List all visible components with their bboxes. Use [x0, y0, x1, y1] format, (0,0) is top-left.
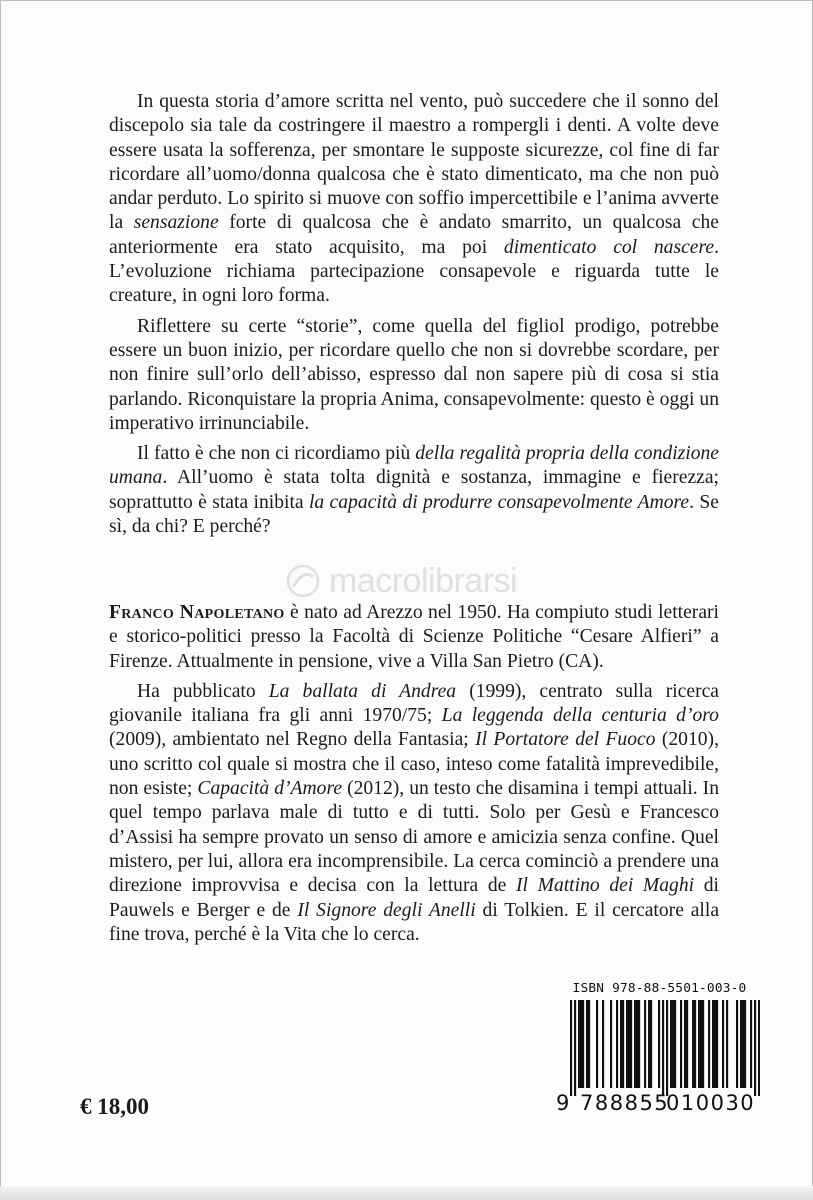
- text-run: Il Mattino dei Maghi: [515, 875, 695, 897]
- text-run: di Pauwels e Berger e de: [109, 875, 719, 921]
- barcode-bar: [700, 1000, 702, 1088]
- barcode-bar: [610, 1000, 612, 1088]
- barcode-bar: [622, 1000, 624, 1088]
- blurb-text: [109, 90, 719, 539]
- barcode-bar: [634, 1000, 636, 1088]
- barcode-bar: [580, 1000, 582, 1088]
- barcode-bar: [670, 1000, 672, 1088]
- page-shadow: [0, 1186, 813, 1200]
- barcode-bar: [578, 1000, 580, 1088]
- barcode-bar: [588, 1000, 590, 1088]
- barcode-bar: [672, 1000, 674, 1088]
- author-bio: [109, 601, 719, 947]
- isbn-label: ISBN 978-88-5501-003-0: [572, 981, 747, 996]
- text-run: Riflettere su certe “storie”, come quella del figliol prodigo, potrebbe essere un buon inizio, per ricordare quello che non si dovrebbe scordare, per non finire sull’orlo dell’abisso, espresso dal non sapere più di cosa si stia parlando. Riconquistare la propria Anima, consapevolmente: questo è oggi un imperativo irrinunciabile.: [109, 315, 719, 434]
- barcode-bar: [582, 1000, 584, 1088]
- text-run: di Tolkien. E il cercatore alla fine trova, perché è la Vita che lo cerca.: [109, 899, 720, 945]
- text-run: (2010), uno scritto col quale si mostra che il caso, inteso come fatalità imprevedibile, non esiste;: [109, 729, 719, 800]
- barcode-bar: [698, 1000, 700, 1088]
- text-run: Il Signore degli Anelli: [297, 899, 476, 921]
- text-run: La ballata di Andrea: [268, 680, 457, 702]
- text-run: dimenticato col nascere: [503, 236, 715, 258]
- barcode-bar: [616, 1000, 618, 1088]
- barcode-digits-right: 010030: [666, 1091, 756, 1115]
- barcode-bar: [650, 1000, 652, 1088]
- barcode-bar: [666, 1000, 668, 1096]
- text-run: (1999), centrato sulla ricerca giovanile italiana fra gli anni 1970/75;: [109, 680, 719, 727]
- barcode-bar: [602, 1000, 604, 1088]
- text-run: La leggenda della centuria d’oro: [441, 705, 719, 727]
- text-run: . L’evoluzione richiama partecipazione consapevole e riguarda tutte le creature, in ogni loro forma.: [109, 236, 720, 307]
- barcode-bar: [586, 1000, 588, 1088]
- text-run: è nato ad Arezzo nel 1950. Ha compiuto studi letterari e storico-politici presso la Facoltà di Scienze Politiche “Cesare Alfieri” a Firenze. Attualmente in pensione, vive a Villa San Pietro (CA).: [109, 602, 720, 672]
- blurb-paragraph-1: [109, 90, 719, 309]
- barcode-bar: [692, 1000, 694, 1088]
- barcode-bar: [716, 1000, 718, 1088]
- barcode-bar: [708, 1000, 710, 1088]
- barcode-bar: [726, 1000, 728, 1088]
- barcode-bar: [686, 1000, 688, 1088]
- bio-paragraph-1: [109, 601, 719, 674]
- text-run: In questa storia d’amore scritta nel vento, può succedere che il sonno del discepolo sia tale da costringere il maestro a rompergli i denti. A volte deve essere usata la sofferenza, per smontare le supposte sicurezze, col fine di far ricordare all’uomo/donna qualcosa che è stato dimenticato, ma che non può andar perduto. Lo spirito si muove con soffio impercettibile e l’anima avverte la: [109, 91, 719, 234]
- barcode-bar: [758, 1000, 760, 1096]
- text-run: . Se sì, da chi? E perché?: [109, 491, 719, 538]
- barcode-bar: [636, 1000, 638, 1088]
- watermark-text: macrolibrarsi: [329, 561, 518, 600]
- text-run: (2009), ambientato nel Regno della Fantasia;: [109, 729, 476, 751]
- barcode-bar: [754, 1000, 756, 1096]
- text-run: Il Portatore del Fuoco: [475, 729, 656, 751]
- price-label: € 18,00: [80, 1094, 149, 1119]
- site-watermark: [285, 556, 517, 606]
- text-run: Ha pubblicato: [137, 680, 269, 702]
- text-run: . All’uomo è stata tolta dignità e sostanza, immagine e fierezza; soprattutto è stata inibita: [109, 467, 719, 513]
- barcode-bar: [648, 1000, 650, 1088]
- barcode-bar: [574, 1000, 576, 1096]
- text-run: (2012), un testo che disamina i tempi attuali. In quel tempo parlava male di tutto e di tutti. Solo per Gesù e Francesco d’Assisi ha sempre provato un senso di amore e amicizia senza confine. Quel mistero, per lui, allora era incomprensibile. La cerca cominciò a prendere una direzione improvvisa e decisa con la lettura de: [109, 778, 719, 897]
- text-run: sensazione: [133, 212, 219, 234]
- text-run: Il fatto è che non ci ricordiamo più: [137, 443, 416, 465]
- barcode-bar: [702, 1000, 704, 1088]
- barcode-bars: [570, 1000, 760, 1096]
- barcode-bar: [742, 1000, 744, 1088]
- barcode-bar: [644, 1000, 646, 1088]
- barcode-bar: [638, 1000, 640, 1088]
- barcode-bar: [684, 1000, 686, 1088]
- text-run: forte di qualcosa che è andato smarrito, un qualcosa che anteriormente era stato acquisito, ma poi: [109, 212, 719, 258]
- barcode-bar: [736, 1000, 738, 1088]
- barcode-bar: [714, 1000, 716, 1088]
- text-run: la capacità di produrre consapevolmente Amore: [308, 491, 690, 513]
- barcode-bar: [740, 1000, 742, 1088]
- barcode-bar: [722, 1000, 724, 1088]
- isbn-barcode: [556, 981, 763, 1129]
- barcode-bar: [662, 1000, 664, 1096]
- barcode-bar: [750, 1000, 752, 1088]
- barcode-bar: [694, 1000, 696, 1088]
- barcode-bar: [744, 1000, 746, 1088]
- watermark-logo-icon: [285, 563, 321, 599]
- barcode-bar: [596, 1000, 598, 1088]
- barcode-bar: [628, 1000, 630, 1088]
- blurb-paragraph-3: [109, 442, 719, 539]
- barcode-bar: [680, 1000, 682, 1088]
- text-run: Capacità d’Amore: [197, 778, 343, 800]
- barcode-bar: [626, 1000, 628, 1088]
- barcode-bar: [674, 1000, 676, 1088]
- bio-paragraph-2: [109, 680, 719, 947]
- barcode-bar: [620, 1000, 622, 1088]
- barcode-bar: [630, 1000, 632, 1088]
- barcode-digit-lead: 9: [556, 1091, 571, 1115]
- text-run: della regalità propria della condizione umana: [109, 443, 719, 489]
- barcode-bar: [712, 1000, 714, 1088]
- text-run: Franco Napoletano: [109, 602, 285, 623]
- barcode-bar: [570, 1000, 572, 1096]
- blurb-paragraph-2: [109, 315, 719, 436]
- barcode-digits-left: 788855: [580, 1091, 670, 1115]
- barcode-bar: [658, 1000, 660, 1088]
